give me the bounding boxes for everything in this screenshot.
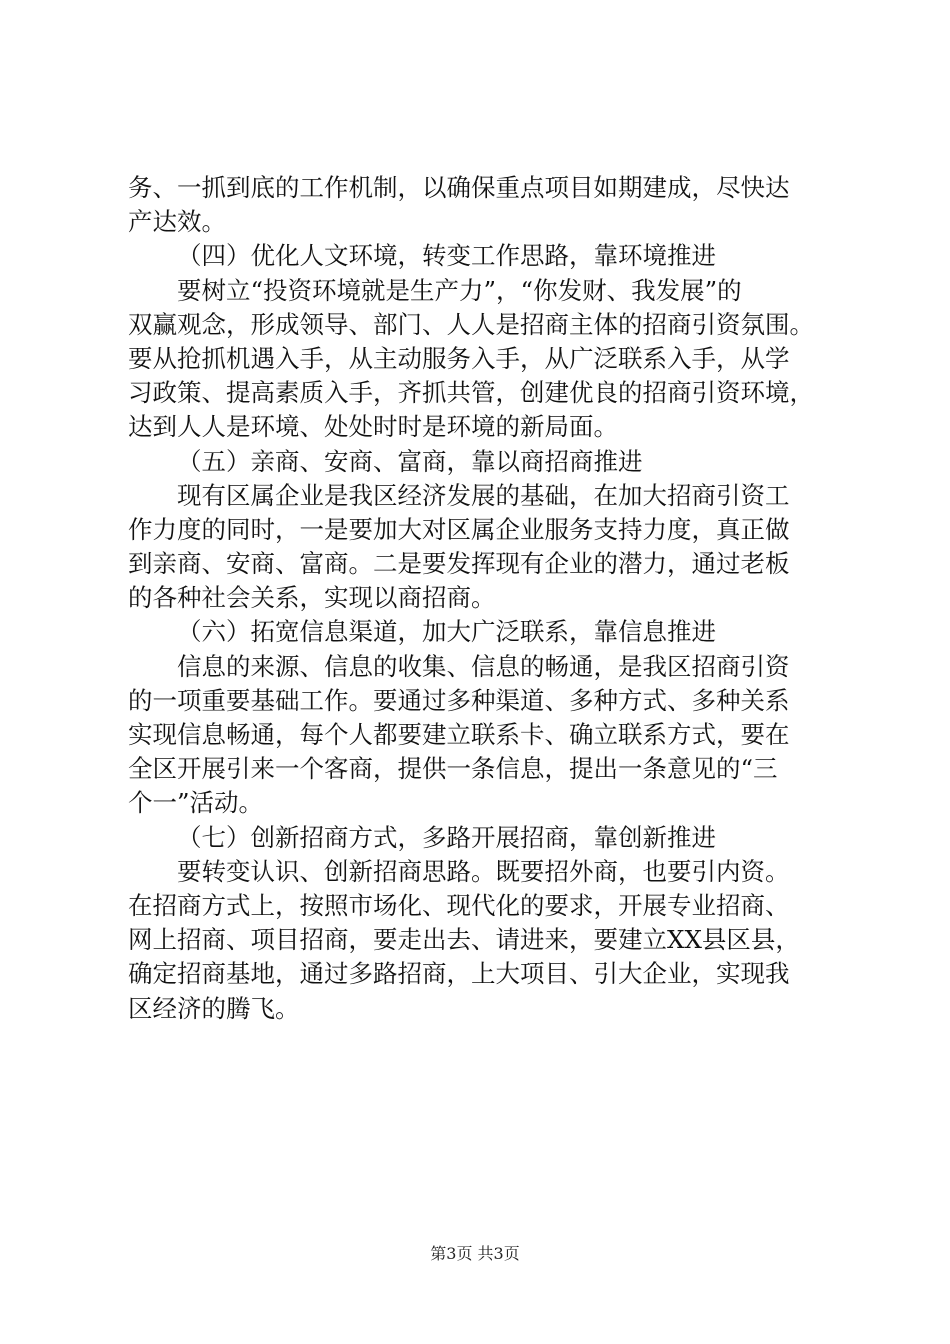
text-line: 实现信息畅通，每个人都要建立联系卡、确立联系方式，要在 <box>128 720 790 749</box>
document-body <box>128 171 848 1026</box>
text-line: 确定招商基地，通过多路招商，上大项目、引大企业，实现我 <box>128 959 790 989</box>
text-line: 到亲商、安商、富商。二是要发挥现有企业的潜力，通过老板 <box>128 549 790 579</box>
paragraph-first-line: 信息的来源、信息的收集、信息的畅通，是我区招商引资 <box>177 651 790 681</box>
text-line: 的一项重要基础工作。要通过多种渠道、多种方式、多种关系 <box>128 685 790 715</box>
text-line: 习政策、提高素质入手，齐抓共管，创建优良的招商引资环境， <box>128 378 814 408</box>
text-line: 双赢观念，形成领导、部门、人人是招商主体的招商引资氛围。 <box>128 309 814 339</box>
section-heading: （四）优化人文环境，转变工作思路，靠环境推进 <box>177 241 716 271</box>
section-heading: （六）拓宽信息渠道，加大广泛联系，靠信息推进 <box>177 617 716 647</box>
text-line: 在招商方式上，按照市场化、现代化的要求，开展专业招商、 <box>128 890 790 920</box>
paragraph-first-line: 要转变认识、创新招商思路。既要招外商，也要引内资。 <box>177 856 790 886</box>
paragraph-first-line: 要树立“投资环境就是生产力”，“你发财、我发展”的 <box>177 275 742 305</box>
text-line: 务、一抓到底的工作机制，以确保重点项目如期建成，尽快达 <box>128 173 790 202</box>
text-line: 个一”活动。 <box>128 788 264 818</box>
text-line: 作力度的同时，一是要加大对区属企业服务支持力度，真正做 <box>128 514 790 544</box>
text-line: 的各种社会关系，实现以商招商。 <box>128 583 496 613</box>
text-line: 区经济的腾飞。 <box>128 993 300 1023</box>
text-line: 全区开展引来一个客商，提供一条信息，提出一条意见的“三 <box>128 754 778 784</box>
paragraph-first-line: 现有区属企业是我区经济发展的基础，在加大招商引资工 <box>177 480 790 510</box>
section-heading: （七）创新招商方式，多路开展招商，靠创新推进 <box>177 822 716 852</box>
section-heading: （五）亲商、安商、富商，靠以商招商推进 <box>177 446 643 476</box>
text-line: 要从抢抓机遇入手，从主动服务入手，从广泛联系入手，从学 <box>128 343 790 373</box>
page-number-footer: 第3页 共3页 <box>430 1244 520 1263</box>
text-line: 达到人人是环境、处处时时是环境的新局面。 <box>128 412 618 442</box>
text-line: 产达效。 <box>128 207 226 237</box>
text-line: 网上招商、项目招商，要走出去、请进来，要建立XX县区县， <box>128 925 800 955</box>
